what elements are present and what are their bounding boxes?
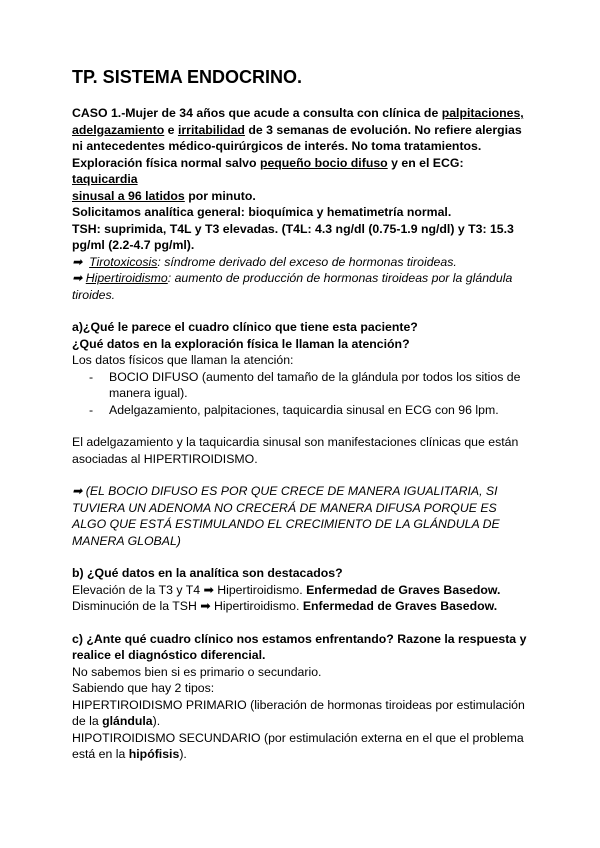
- answer-text: Hipertiroidismo.: [210, 599, 303, 613]
- case-line: [72, 188, 530, 205]
- answer-b-line: [72, 582, 530, 599]
- diagnosis-text: Enfermedad de Graves Basedow.: [302, 599, 498, 613]
- section-c: [72, 631, 530, 763]
- answer-b-line: [72, 598, 530, 615]
- definition-term: Tirotoxicosis: [89, 254, 158, 269]
- arrow-icon: ➡: [72, 271, 83, 285]
- question-a-line1: a)¿Qué le parece el cuadro clínico que tiene esta paciente?: [72, 320, 418, 334]
- section-a: [72, 319, 530, 549]
- arrow-icon: ➡: [72, 484, 83, 498]
- case-text-underlined: adelgazamiento: [72, 122, 165, 137]
- answer-note: [72, 483, 530, 549]
- definition-text: : aumento de producción de hormonas tiroideas por la glándula tiroides.: [72, 271, 513, 302]
- answer-text: Disminución de la TSH: [72, 599, 201, 613]
- diagnosis-text: Enfermedad de Graves Basedow.: [306, 582, 501, 597]
- case-line: [72, 105, 530, 122]
- page-title: TP. SISTEMA ENDOCRINO.: [72, 67, 303, 87]
- answer-text: HIPOTIROIDISMO SECUNDARIO (por estimulación externa en el que el problema está en la: [72, 730, 524, 761]
- answer-text: HIPERTIROIDISMO PRIMARIO (liberación de hormonas tiroideas por estimulación de la: [72, 697, 525, 728]
- list-item: - BOCIO DIFUSO (aumento del tamaño de la glándula por todos los sitios de manera igual).: [89, 369, 530, 402]
- case-text-underlined: pequeño bocio difuso: [259, 155, 388, 170]
- case-text: e: [164, 122, 178, 137]
- question-c: c) ¿Ante qué cuadro clínico nos estamos enfrentando? Razone la respuesta y realice el diagnóstico diferencial.: [72, 631, 527, 662]
- definition-tirotoxicosis: [72, 254, 530, 271]
- case-text: CASO 1.-Mujer de 34 años que acude a consulta con clínica de: [72, 106, 442, 120]
- case-line: [72, 122, 530, 139]
- case-text-underlined: palpitaciones,: [441, 106, 524, 120]
- case-line: TSH: suprimida, T4L y T3 elevadas. (T4L: 4.3 ng/dl (0.75-1.9 ng/dl) y T3: 15.3: [72, 221, 514, 236]
- arrow-icon: ➡: [203, 582, 214, 597]
- note-text: (EL BOCIO DIFUSO ES POR QUE CRECE DE MANERA IGUALITARIA, SI TUVIERA UN ADENOMA NO CRECERÁ DE MANERA DIFUSA PORQUE ES ALGO QUE ESTÁ ESTIMULANDO EL CRECIMIENTO DE LA GLÁNDULA DE MANERA GLOBAL): [72, 484, 500, 548]
- document-page: [72, 66, 530, 763]
- answer-intro: Los datos físicos que llaman la atención:: [72, 353, 294, 367]
- definition-hipertiroidismo: [72, 270, 530, 303]
- question-b: b) ¿Qué datos en la analítica son destacados?: [72, 566, 343, 580]
- list-item: - Adelgazamiento, palpitaciones, taquicardia sinusal en ECG con 96 lpm.: [89, 402, 530, 419]
- arrow-icon: ➡: [200, 599, 211, 613]
- answer-c-line: Sabiendo que hay 2 tipos:: [72, 681, 215, 695]
- answer-c-line: [72, 730, 530, 763]
- answer-text: ).: [152, 714, 161, 728]
- case-line: pg/ml (2.2-4.7 pg/ml).: [72, 238, 195, 252]
- answer-text: Hipertiroidismo.: [213, 582, 307, 597]
- section-b: [72, 565, 530, 615]
- definition-text: : síndrome derivado del exceso de hormonas tiroideas.: [157, 254, 457, 269]
- case-text: y en el ECG:: [387, 155, 464, 170]
- case-line: [72, 155, 530, 188]
- arrow-icon: ➡: [72, 254, 83, 269]
- answer-paragraph: El adelgazamiento y la taquicardia sinusal son manifestaciones clínicas que están asociadas al HIPERTIROIDISMO.: [72, 435, 519, 466]
- answer-text-bold: hipófisis: [128, 747, 180, 761]
- case-text-underlined: irritabilidad: [177, 122, 245, 137]
- case-text-underlined: sinusal a 96 latidos: [72, 188, 185, 203]
- case-line: ni antecedentes médico-quirúrgicos de interés. No toma tratamientos.: [72, 139, 482, 153]
- definition-term: Hipertiroidismo: [85, 271, 168, 285]
- case-text: por minuto.: [184, 188, 256, 203]
- question-a-line2: ¿Qué datos en la exploración física le llaman la atención?: [72, 336, 410, 351]
- answer-text: ).: [179, 747, 187, 761]
- answer-c-line: [72, 697, 530, 730]
- case-text: Exploración física normal salvo: [72, 155, 260, 170]
- answer-text-bold: glándula: [102, 714, 153, 728]
- answer-text: Elevación de la T3 y T4: [72, 582, 204, 597]
- case-description: [72, 105, 530, 303]
- case-text-underlined: taquicardia: [72, 172, 138, 186]
- answer-c-line: No sabemos bien si es primario o secundario.: [72, 664, 322, 679]
- findings-list: [72, 369, 530, 419]
- case-text: de 3 semanas de evolución. No refiere alergias: [244, 122, 522, 137]
- case-line: Solicitamos analítica general: bioquímica y hematimetría normal.: [72, 205, 452, 219]
